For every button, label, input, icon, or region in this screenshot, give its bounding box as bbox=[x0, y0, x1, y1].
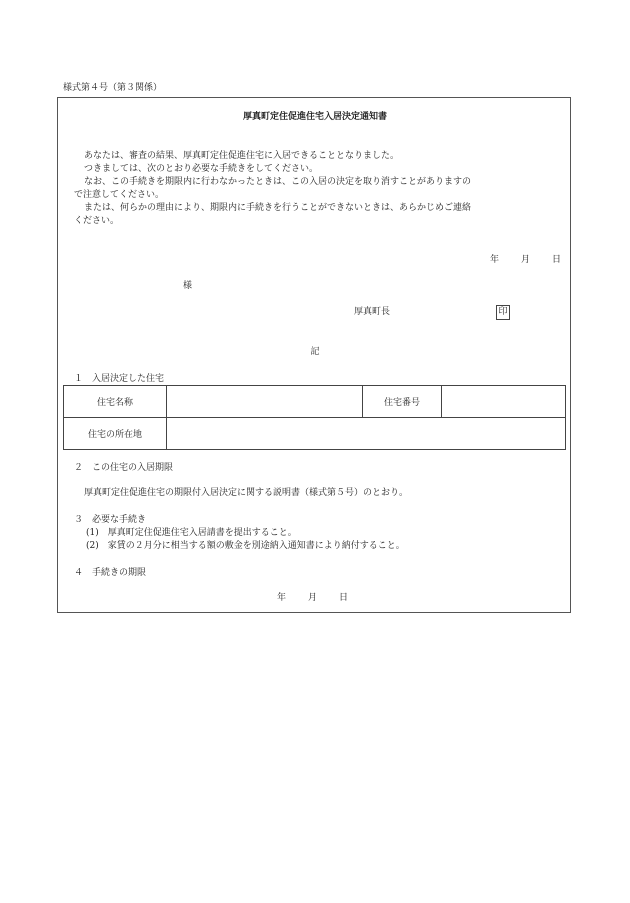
date-month: 月 bbox=[308, 593, 318, 603]
issue-date bbox=[490, 256, 561, 265]
house-number-value bbox=[442, 386, 566, 418]
section-4-heading: ４ 手続きの期限 bbox=[74, 568, 147, 578]
date-month: 月 bbox=[521, 255, 531, 265]
intro-line-4: で注意してください。 bbox=[74, 190, 165, 200]
ki-heading: 記 bbox=[310, 347, 320, 357]
section-1-heading: １ 入居決定した住宅 bbox=[74, 374, 165, 384]
section-3-heading: ３ 必要な手続き bbox=[74, 515, 147, 525]
section-2-heading: ２ この住宅の入居期限 bbox=[74, 463, 174, 473]
section-2-text: 厚真町定住促進住宅の期限付入居決定に関する説明書（様式第５号）のとおり。 bbox=[84, 488, 409, 498]
date-day: 日 bbox=[552, 255, 562, 265]
procedure-item-1: (1) 厚真町定住促進住宅入居請書を提出すること。 bbox=[86, 528, 297, 538]
seal-mark: 印 bbox=[496, 305, 510, 320]
date-year: 年 bbox=[277, 593, 287, 603]
table-row bbox=[64, 386, 566, 418]
location-label: 住宅の所在地 bbox=[64, 418, 167, 450]
document-title: 厚真町定住促進住宅入居決定通知書 bbox=[242, 112, 387, 122]
form-number-label: 様式第４号（第３関係） bbox=[63, 83, 163, 93]
issuer-name: 厚真町長 bbox=[354, 307, 391, 317]
addressee-suffix: 様 bbox=[183, 281, 193, 291]
house-number-label: 住宅番号 bbox=[363, 386, 442, 418]
intro-line-1: あなたは、審査の結果、厚真町定住促進住宅に入居できることとなりました。 bbox=[84, 151, 400, 161]
procedure-item-2: (2) 家賃の２月分に相当する額の敷金を別途納入通知書により納付すること。 bbox=[86, 541, 405, 551]
deadline-date bbox=[277, 594, 348, 603]
intro-line-3: なお、この手続きを期限内に行わなかったときは、この入居の決定を取り消すことがありますの bbox=[84, 177, 472, 187]
location-value bbox=[167, 418, 566, 450]
house-info-table bbox=[63, 385, 566, 450]
house-name-value bbox=[167, 386, 363, 418]
table-row bbox=[64, 418, 566, 450]
intro-line-5: または、何らかの理由により、期限内に手続きを行うことができないときは、あらかじめご連絡 bbox=[84, 203, 472, 213]
house-name-label: 住宅名称 bbox=[64, 386, 167, 418]
date-year: 年 bbox=[490, 255, 500, 265]
date-day: 日 bbox=[339, 593, 349, 603]
intro-line-6: ください。 bbox=[74, 216, 120, 226]
intro-line-2: つきましては、次のとおり必要な手続きをしてください。 bbox=[84, 164, 319, 174]
